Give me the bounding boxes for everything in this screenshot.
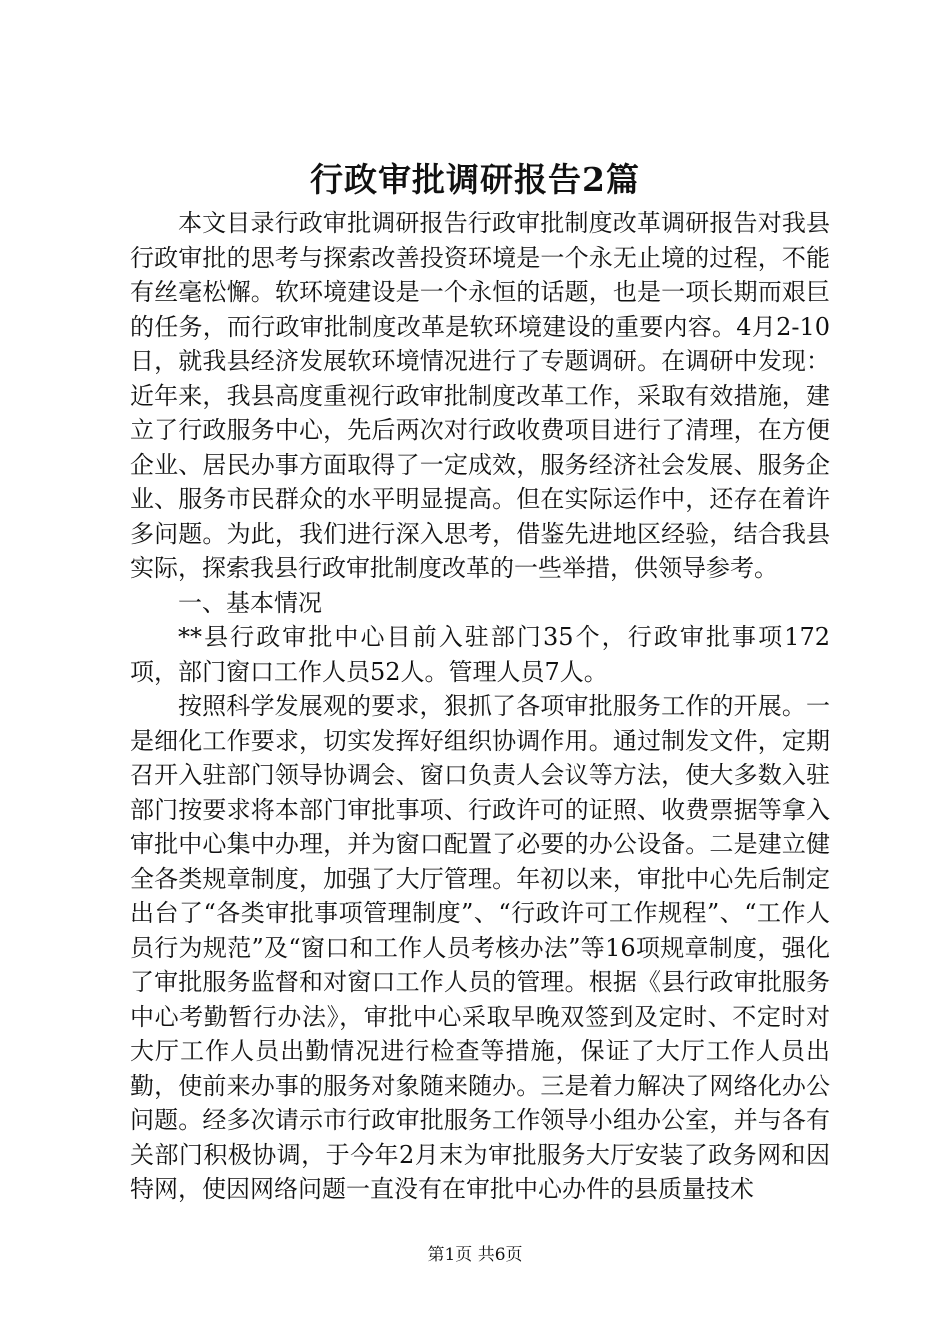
document-title: 行政审批调研报告2篇 xyxy=(310,160,640,199)
paragraph-work-measures: 按照科学发展观的要求，狠抓了各项审批服务工作的开展。一是细化工作要求，切实发挥好组织协调作用。通过制发文件，定期召开入驻部门领导协调会、窗口负责人会议等方法，使大多数入驻部门按要求将本部门审批事项、行政许可的证照、收费票据等拿入审批中心集中办理，并为窗口配置了必要的办公设备。二是建立健全各类规章制度，加强了大厅管理。年初以来，审批中心先后制定出台了“各类审批事项管理制度”、“行政许可工作规程”、“工作人员行为规范”及“窗口和工作人员考核办法”等16项规章制度，强化了审批服务监督和对窗口工作人员的管理。根据《县行政审批服务中心考勤暂行办法》，审批中心采取早晚双签到及定时、不定时对大厅工作人员出勤情况进行检查等措施，保证了大厅工作人员出勤，使前来办事的服务对象随来随办。三是着力解决了网络化办公问题。经多次请示市行政审批服务工作领导小组办公室，并与各有关部门积极协调，于今年2月末为审批服务大厅安装了政务网和因特网，使因网络问题一直没有在审批中心办件的县质量技术 xyxy=(130,692,830,1203)
page-footer: 第1页 共6页 xyxy=(427,1245,523,1265)
document-body xyxy=(130,206,830,1207)
paragraph-center-stats: **县行政审批中心目前入驻部门35个，行政审批事项172项，部门窗口工作人员52人。管理人员7人。 xyxy=(130,623,830,686)
paragraph-intro: 本文目录行政审批调研报告行政审批制度改革调研报告对我县行政审批的思考与探索改善投资环境是一个永无止境的过程，不能有丝毫松懈。软环境建设是一个永恒的话题，也是一项长期而艰巨的任务，而行政审批制度改革是软环境建设的重要内容。4月2-10日，就我县经济发展软环境情况进行了专题调研。在调研中发现：近年来，我县高度重视行政审批制度改革工作，采取有效措施，建立了行政服务中心，先后两次对行政收费项目进行了清理，在方便企业、居民办事方面取得了一定成效，服务经济社会发展、服务企业、服务市民群众的水平明显提高。但在实际运作中，还存在着许多问题。为此，我们进行深入思考，借鉴先进地区经验，结合我县实际，探索我县行政审批制度改革的一些举措，供领导参考。 xyxy=(130,209,830,582)
section-heading-basic-situation: 一、基本情况 xyxy=(178,588,322,617)
